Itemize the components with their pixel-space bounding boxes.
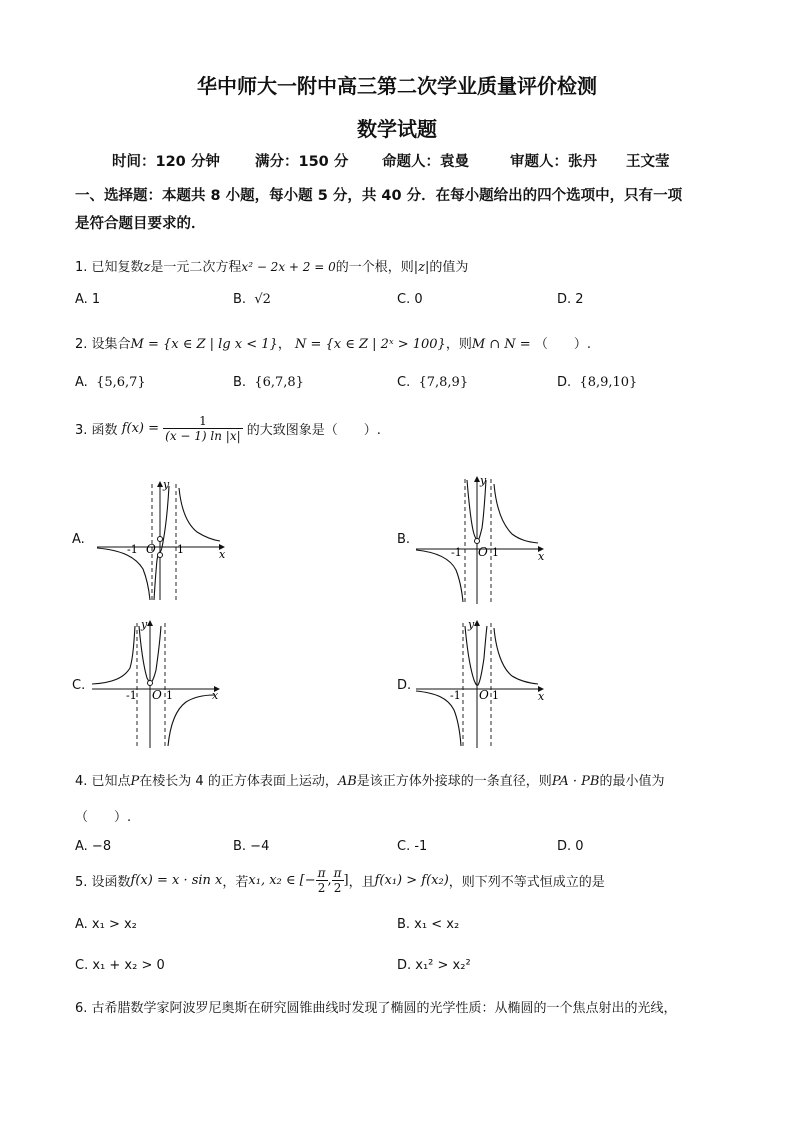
curve-left-branch — [92, 626, 135, 684]
exam-reviewer: 审题人：张丹 王文莹 — [510, 154, 670, 170]
q5-option-b[interactable]: B. x₁ < x₂ — [397, 917, 460, 932]
q3-graph-a[interactable] — [95, 474, 235, 602]
label-y: y — [468, 618, 475, 631]
exam-score: 满分：150 分 — [255, 154, 349, 170]
q3-graph-b[interactable] — [414, 474, 554, 606]
q1-option-c[interactable]: C. 0 — [397, 292, 423, 307]
question-4: 4. 已知点P在棱长为 4 的正方体表面上运动，AB是该正方体外接球的一条直径，则PA · PB的最小值为 — [75, 774, 665, 789]
curve-right-branch — [494, 628, 538, 684]
q5-option-c[interactable]: C. x₁ + x₂ > 0 — [75, 958, 165, 973]
label-x: x — [538, 690, 545, 703]
question-4-line2: （ ）. — [75, 810, 132, 825]
question-6: 6. 古希腊数学家阿波罗尼奥斯在研究圆锥曲线时发现了椭圆的光学性质：从椭圆的一个焦点射出的光线， — [75, 1001, 677, 1016]
question-3: 3. 函数 f(x) = $\frac{1}{(x - 1) \ln |x|}$ 的大致图象是（ ）. — [75, 414, 381, 443]
question-5: 5. 设函数f(x) = x · sin x，若x₁, x₂ ∈ [− $\frac{\pi}{2}$ , $\frac{\pi}{2}$ ]，且f(x₁) > f(x₂)，则下列不等式恒成立的是 — [75, 866, 605, 895]
q2-option-a[interactable]: A. {5,6,7} — [75, 375, 146, 390]
curve-right-branch — [168, 695, 214, 746]
q2-option-c[interactable]: C. {7,8,9} — [397, 375, 469, 390]
label-minus-one: -1 — [126, 689, 137, 702]
curve-middle-branch — [465, 626, 487, 685]
section-heading-line1: 一、选择题：本题共 8 小题，每小题 5 分，共 40 分．在每小题给出的四个选项中，只有一项 — [75, 188, 683, 204]
q3-graph-d[interactable] — [414, 618, 554, 750]
q5-option-d[interactable]: D. x₁² > x₂² — [397, 958, 471, 973]
label-minus-one: -1 — [127, 543, 138, 556]
y-axis-arrow-icon — [147, 620, 153, 626]
q3-option-d-label[interactable]: D. — [397, 678, 412, 693]
exam-setter: 命题人：袁曼 — [382, 154, 469, 170]
q1-option-d[interactable]: D. 2 — [557, 292, 584, 307]
label-y: y — [480, 474, 487, 487]
label-minus-one: -1 — [451, 546, 462, 559]
exam-title: 华中师大一附中高三第二次学业质量评价检测 — [197, 74, 597, 98]
q5-fraction-pos: $\frac{\pi}{2}$ — [333, 866, 342, 895]
curve-left-branch — [97, 548, 150, 600]
q5-option-a[interactable]: A. x₁ > x₂ — [75, 917, 137, 932]
label-origin: O — [152, 688, 162, 702]
q4-option-a[interactable]: A. −8 — [75, 839, 112, 854]
q3-fraction: $\frac{1}{(x - 1) \ln |x|}$ — [165, 414, 241, 443]
curve-right-branch — [179, 488, 220, 541]
hole-marker — [475, 539, 480, 544]
hole-marker — [148, 681, 153, 686]
q3-option-b-label[interactable]: B. — [397, 532, 411, 547]
q1-option-b[interactable]: B. √2 — [233, 292, 271, 307]
q2-option-d[interactable]: D. {8,9,10} — [557, 375, 638, 390]
question-2: 2. 设集合M = {x ∈ Z | lg x < 1}， N = {x ∈ Z | 2ˣ > 100}，则M ∩ N = （ ）. — [75, 337, 591, 352]
q1-option-a[interactable]: A. 1 — [75, 292, 101, 307]
label-origin: O — [478, 545, 488, 559]
label-y: y — [163, 478, 170, 491]
label-one: 1 — [492, 546, 499, 559]
label-one: 1 — [177, 543, 184, 556]
q3-graph-c[interactable] — [90, 618, 230, 750]
label-one: 1 — [492, 689, 499, 702]
exam-time: 时间：120 分钟 — [112, 154, 220, 170]
section-heading-line2: 是符合题目要求的． — [75, 216, 206, 232]
label-one: 1 — [166, 689, 173, 702]
label-x: x — [219, 548, 226, 561]
label-minus-one: -1 — [450, 689, 461, 702]
label-origin: O — [146, 542, 156, 556]
q4-option-b[interactable]: B. −4 — [233, 839, 270, 854]
label-x: x — [212, 689, 219, 702]
hole-marker — [158, 537, 163, 542]
q2-option-b[interactable]: B. {6,7,8} — [233, 375, 304, 390]
q3-option-c-label[interactable]: C. — [72, 678, 86, 693]
hole-marker — [158, 553, 163, 558]
label-y: y — [141, 618, 148, 631]
q4-option-c[interactable]: C. -1 — [397, 839, 428, 854]
exam-subtitle: 数学试题 — [357, 117, 437, 141]
label-x: x — [538, 550, 545, 563]
curve-right-branch — [494, 484, 538, 543]
q5-fraction-neg: $\frac{\pi}{2}$ — [317, 866, 326, 895]
q3-option-a-label[interactable]: A. — [72, 532, 85, 547]
q4-option-d[interactable]: D. 0 — [557, 839, 584, 854]
question-1: 1. 已知复数z是一元二次方程x² − 2x + 2 = 0的一个根，则|z|的值为 — [75, 260, 469, 275]
y-axis-arrow-icon — [474, 620, 480, 626]
curve-middle-branch — [154, 486, 169, 600]
label-origin: O — [479, 688, 489, 702]
